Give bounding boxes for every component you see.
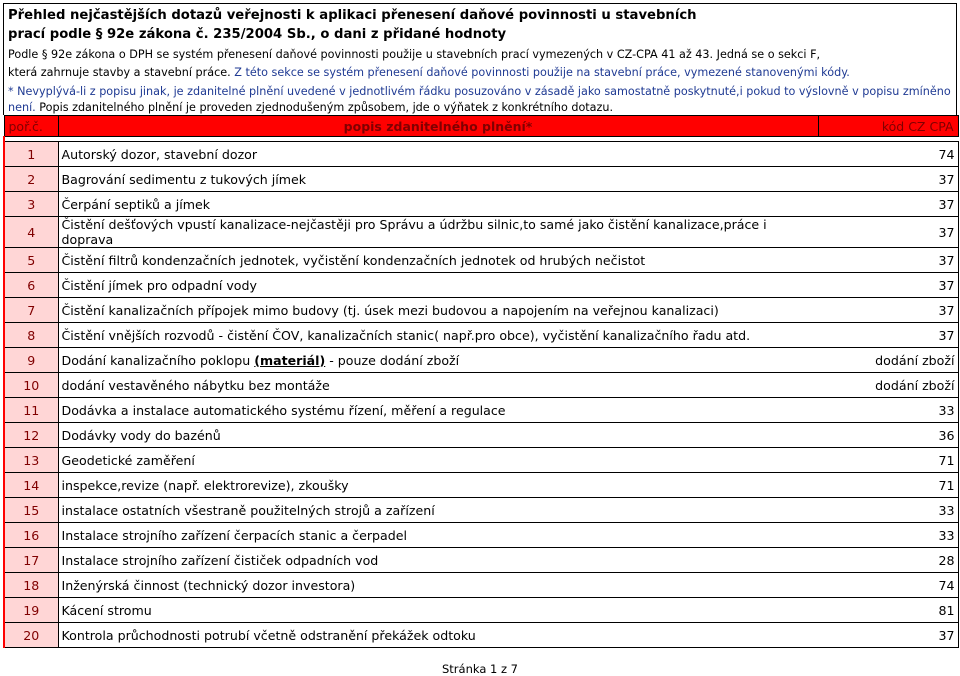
row-description: Inženýrská činnost (technický dozor investora) [58,573,818,598]
table-row [4,598,958,623]
row-code: 37 [818,323,958,348]
table-row [4,523,958,548]
row-number: 2 [4,167,58,192]
row-code: 33 [818,498,958,523]
row-number: 16 [4,523,58,548]
row-number: 13 [4,448,58,473]
row-number: 8 [4,323,58,348]
row-number: 18 [4,573,58,598]
row-description: Autorský dozor, stavební dozor [58,142,818,167]
table-row [4,142,958,167]
header-num: poř.č. [4,116,58,137]
document-title [8,6,950,44]
note-text-1: * Nevyplývá-li z popisu jinak, je zdanitelné plnění uvedené v jednotlivém řádku posuzováno v zásadě jako samostatně poskytnuté,i pokud to výslovně v popisu zmíněno není. [8,85,951,114]
row-number: 11 [4,398,58,423]
table-row [4,573,958,598]
intro-text-3: Z této sekce se systém přenesení daňové povinnosti použije na stavební práce, vymezené stanovenými kódy. [234,66,850,79]
services-table [3,115,959,648]
row-code: 37 [818,248,958,273]
intro-text-2: která zahrnuje stavby a stavební práce. [8,66,231,79]
row-number: 10 [4,373,58,398]
row-code: 37 [818,217,958,248]
row-description: instalace ostatních všestraně použitelných strojů a zařízení [58,498,818,523]
row-code: 71 [818,448,958,473]
row-description: Čistění dešťových vpustí kanalizace-nejčastěji pro Správu a údržbu silnic,to samé jako čistění kanalizace,práce i doprava [58,217,818,248]
row-description: Čerpání septiků a jímek [58,192,818,217]
row-number: 14 [4,473,58,498]
table-row [4,167,958,192]
table-header-row [4,116,958,137]
intro-paragraph [8,46,950,82]
table-row [4,448,958,473]
row-description: Geodetické zaměření [58,448,818,473]
row-code: 71 [818,473,958,498]
table-row [4,348,958,373]
table-row [4,473,958,498]
desc-emphasis: (materiál) [254,352,326,368]
row-number: 19 [4,598,58,623]
footnote-paragraph [3,82,957,115]
row-number: 12 [4,423,58,448]
table-row [4,373,958,398]
row-code: 36 [818,423,958,448]
table-row [4,248,958,273]
table-body [4,137,958,648]
table-row [4,423,958,448]
row-code: 33 [818,398,958,423]
note-text-2: Popis zdanitelného plnění je proveden zjednodušeným způsobem, jde o výňatek z konkrétního dotazu. [39,100,614,114]
row-description: dodání vestavěného nábytku bez montáže [58,373,818,398]
row-description: inspekce,revize (např. elektrorevize), zkoušky [58,473,818,498]
row-number: 7 [4,298,58,323]
table-row [4,323,958,348]
header-box [3,3,957,82]
row-description: Bagrování sedimentu z tukových jímek [58,167,818,192]
desc-part: - pouze dodání zboží [325,352,460,368]
table-row [4,623,958,648]
intro-text-1: Podle § 92e zákona o DPH se systém přenesení daňové povinnosti použije u stavebních prací vymezených v CZ-CPA 41 až 43. Jedná se o sekci F, [8,48,821,61]
row-description [58,348,818,373]
row-number: 20 [4,623,58,648]
row-description: Čistění vnějších rozvodů - čistění ČOV, kanalizačních stanic( např.pro obce), vyčistění kanalizačního řadu atd. [58,323,818,348]
row-description: Instalace strojního zařízení čerpacích stanic a čerpadel [58,523,818,548]
row-number: 4 [4,217,58,248]
row-code: 74 [818,573,958,598]
row-code: 81 [818,598,958,623]
row-description: Čistění jímek pro odpadní vody [58,273,818,298]
row-code: 37 [818,298,958,323]
row-description: Čistění filtrů kondenzačních jednotek, vyčistění kondenzačních jednotek od hrubých nečistot [58,248,818,273]
title-line-1: Přehled nejčastějších dotazů veřejnosti k aplikaci přenesení daňové povinnosti u stavebních [8,8,697,23]
row-number: 1 [4,142,58,167]
row-number: 17 [4,548,58,573]
row-code: 37 [818,192,958,217]
row-code: 37 [818,623,958,648]
title-line-2: prací podle § 92e zákona č. 235/2004 Sb., o dani z přidané hodnoty [8,27,507,42]
row-description: Dodávka a instalace automatického systému řízení, měření a regulace [58,398,818,423]
row-description: Kácení stromu [58,598,818,623]
page-number: Stránka 1 z 7 [441,662,518,676]
row-number: 9 [4,348,58,373]
table-row [4,273,958,298]
row-number: 15 [4,498,58,523]
table-row [4,398,958,423]
table-row [4,298,958,323]
row-description: Dodávky vody do bazénů [58,423,818,448]
row-code: dodání zboží [818,373,958,398]
table-row [4,192,958,217]
row-code: 37 [818,273,958,298]
row-description: Kontrola průchodnosti potrubí včetně odstranění překážek odtoku [58,623,818,648]
row-number: 5 [4,248,58,273]
table-row [4,217,958,248]
row-description: Čistění kanalizačních přípojek mimo budovy (tj. úsek mezi budovou a napojením na veřejnou kanalizaci) [58,298,818,323]
desc-part: Dodání kanalizačního poklopu [61,352,255,368]
row-code: 37 [818,167,958,192]
header-desc: popis zdanitelného plnění* [58,116,818,137]
row-description: Instalace strojního zařízení čističek odpadních vod [58,548,818,573]
row-code: 74 [818,142,958,167]
document-page [3,3,957,648]
row-code: 33 [818,523,958,548]
header-code: kód CZ CPA [818,116,958,137]
table-row [4,498,958,523]
row-code: 28 [818,548,958,573]
table-row [4,548,958,573]
row-number: 3 [4,192,58,217]
row-number: 6 [4,273,58,298]
row-code: dodání zboží [818,348,958,373]
